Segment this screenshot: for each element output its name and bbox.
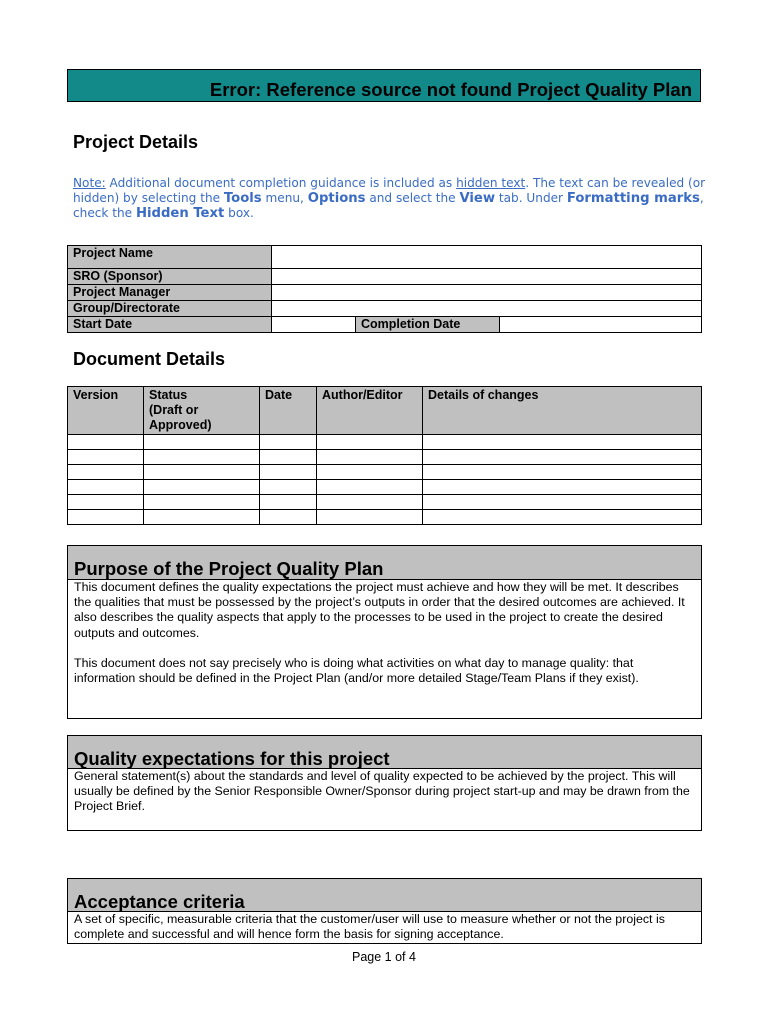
details-cell[interactable] bbox=[423, 450, 702, 465]
note-text: and select the bbox=[365, 191, 460, 206]
section-heading-text: Quality expectations for this project bbox=[74, 748, 390, 769]
project-manager-field[interactable] bbox=[272, 285, 702, 301]
options-ref: Options bbox=[307, 191, 366, 207]
document-title: Error: Reference source not found Project Quality Plan bbox=[209, 79, 692, 100]
status-cell[interactable] bbox=[144, 510, 260, 525]
section-heading-text: Purpose of the Project Quality Plan bbox=[74, 558, 384, 579]
note-text: , check the bbox=[73, 191, 704, 221]
acceptance-section-heading bbox=[67, 878, 702, 912]
sro-sponsor-field[interactable] bbox=[272, 269, 702, 285]
status-cell[interactable] bbox=[144, 450, 260, 465]
acceptance-section-body bbox=[67, 912, 702, 944]
note-label: Note: bbox=[73, 176, 106, 190]
document-details-table bbox=[67, 386, 702, 525]
table-header-row bbox=[68, 387, 702, 435]
note-text: . The text can be revealed (or hidden) by selecting the bbox=[73, 176, 706, 206]
details-cell[interactable] bbox=[423, 465, 702, 480]
acceptance-paragraph-1: A set of specific, measurable criteria that the customer/user will use to measure whether or not the project is complete and successful and will hence form the basis for signing acceptance. bbox=[74, 912, 665, 942]
project-name-field[interactable] bbox=[272, 246, 702, 269]
purpose-section-heading bbox=[67, 545, 702, 580]
version-cell[interactable] bbox=[68, 480, 144, 495]
date-cell[interactable] bbox=[260, 465, 317, 480]
table-row bbox=[68, 435, 702, 450]
formatting-marks-ref: Formatting marks bbox=[566, 191, 700, 207]
column-header-label: Status (Draft or Approved) bbox=[149, 388, 212, 432]
table-row bbox=[68, 269, 702, 285]
author-cell[interactable] bbox=[317, 510, 423, 525]
author-cell[interactable] bbox=[317, 480, 423, 495]
project-manager-label: Project Manager bbox=[68, 285, 272, 301]
column-header-status bbox=[144, 387, 260, 435]
hidden-text-ref: Hidden Text bbox=[135, 206, 225, 222]
status-cell[interactable] bbox=[144, 495, 260, 510]
column-header-version bbox=[68, 387, 144, 435]
version-cell[interactable] bbox=[68, 465, 144, 480]
status-cell[interactable] bbox=[144, 480, 260, 495]
table-row bbox=[68, 480, 702, 495]
completion-date-label: Completion Date bbox=[356, 317, 500, 333]
status-cell[interactable] bbox=[144, 465, 260, 480]
hidden-text-link[interactable]: hidden text bbox=[456, 176, 526, 190]
document-title-banner bbox=[67, 69, 701, 102]
start-date-label: Start Date bbox=[68, 317, 272, 333]
tools-menu-ref: Tools bbox=[223, 191, 262, 207]
details-cell[interactable] bbox=[423, 480, 702, 495]
view-tab-ref: View bbox=[459, 191, 496, 207]
version-cell[interactable] bbox=[68, 450, 144, 465]
column-header-label: Version bbox=[73, 388, 119, 402]
note-text: menu, bbox=[261, 191, 308, 206]
purpose-section-body bbox=[67, 580, 702, 719]
group-directorate-field[interactable] bbox=[272, 301, 702, 317]
date-cell[interactable] bbox=[260, 450, 317, 465]
version-cell[interactable] bbox=[68, 495, 144, 510]
author-cell[interactable] bbox=[317, 495, 423, 510]
completion-date-field[interactable] bbox=[500, 317, 702, 333]
table-row bbox=[68, 285, 702, 301]
author-cell[interactable] bbox=[317, 435, 423, 450]
version-cell[interactable] bbox=[68, 435, 144, 450]
author-cell[interactable] bbox=[317, 465, 423, 480]
note-text: box. bbox=[224, 206, 254, 221]
column-header-label: Author/Editor bbox=[322, 388, 403, 402]
start-date-field[interactable] bbox=[272, 317, 356, 333]
group-directorate-label: Group/Directorate bbox=[68, 301, 272, 317]
date-cell[interactable] bbox=[260, 495, 317, 510]
quality-paragraph-1: General statement(s) about the standards and level of quality expected to be achieved by the project. This will usually be defined by the Senior Responsible Owner/Sponsor during project start-up and may be drawn from the Project Brief. bbox=[74, 769, 690, 814]
table-row bbox=[68, 301, 702, 317]
table-row bbox=[68, 495, 702, 510]
details-cell[interactable] bbox=[423, 510, 702, 525]
quality-section-body bbox=[67, 769, 702, 831]
quality-section-heading bbox=[67, 735, 702, 769]
details-cell[interactable] bbox=[423, 495, 702, 510]
column-header-details-of-changes bbox=[423, 387, 702, 435]
author-cell[interactable] bbox=[317, 450, 423, 465]
column-header-label: Date bbox=[265, 388, 293, 402]
column-header-date bbox=[260, 387, 317, 435]
table-row bbox=[68, 246, 702, 269]
project-name-label: Project Name bbox=[68, 246, 272, 269]
section-heading-text: Acceptance criteria bbox=[74, 891, 245, 912]
date-cell[interactable] bbox=[260, 435, 317, 450]
table-row bbox=[68, 465, 702, 480]
purpose-paragraph-1: This document defines the quality expectations the project must achieve and how they will be met. It describes the qualities that must be possessed by the project’s outputs in order that the desired outcomes are achieved. It also describes the quality aspects that apply to the processes to be used in the project to create the desired outputs and outcomes. bbox=[74, 580, 685, 640]
table-row bbox=[68, 450, 702, 465]
note-text: Additional document completion guidance is included as bbox=[105, 176, 457, 190]
table-row bbox=[68, 510, 702, 525]
page-number: Page 1 of 4 bbox=[352, 950, 416, 964]
project-details-heading: Project Details bbox=[73, 132, 199, 152]
guidance-note bbox=[73, 176, 713, 222]
sro-sponsor-label: SRO (Sponsor) bbox=[68, 269, 272, 285]
column-header-label: Details of changes bbox=[428, 388, 539, 402]
date-cell[interactable] bbox=[260, 480, 317, 495]
project-details-table bbox=[67, 245, 702, 333]
status-cell[interactable] bbox=[144, 435, 260, 450]
table-row bbox=[68, 317, 702, 333]
details-cell[interactable] bbox=[423, 435, 702, 450]
purpose-paragraph-2: This document does not say precisely who is doing what activities on what day to manage quality: that information should be defined in the Project Plan (and/or more detailed Stage/Team Plans if they exist). bbox=[74, 655, 639, 686]
version-cell[interactable] bbox=[68, 510, 144, 525]
date-cell[interactable] bbox=[260, 510, 317, 525]
document-details-heading: Document Details bbox=[73, 349, 226, 369]
column-header-author-editor bbox=[317, 387, 423, 435]
note-text: tab. Under bbox=[495, 191, 567, 206]
